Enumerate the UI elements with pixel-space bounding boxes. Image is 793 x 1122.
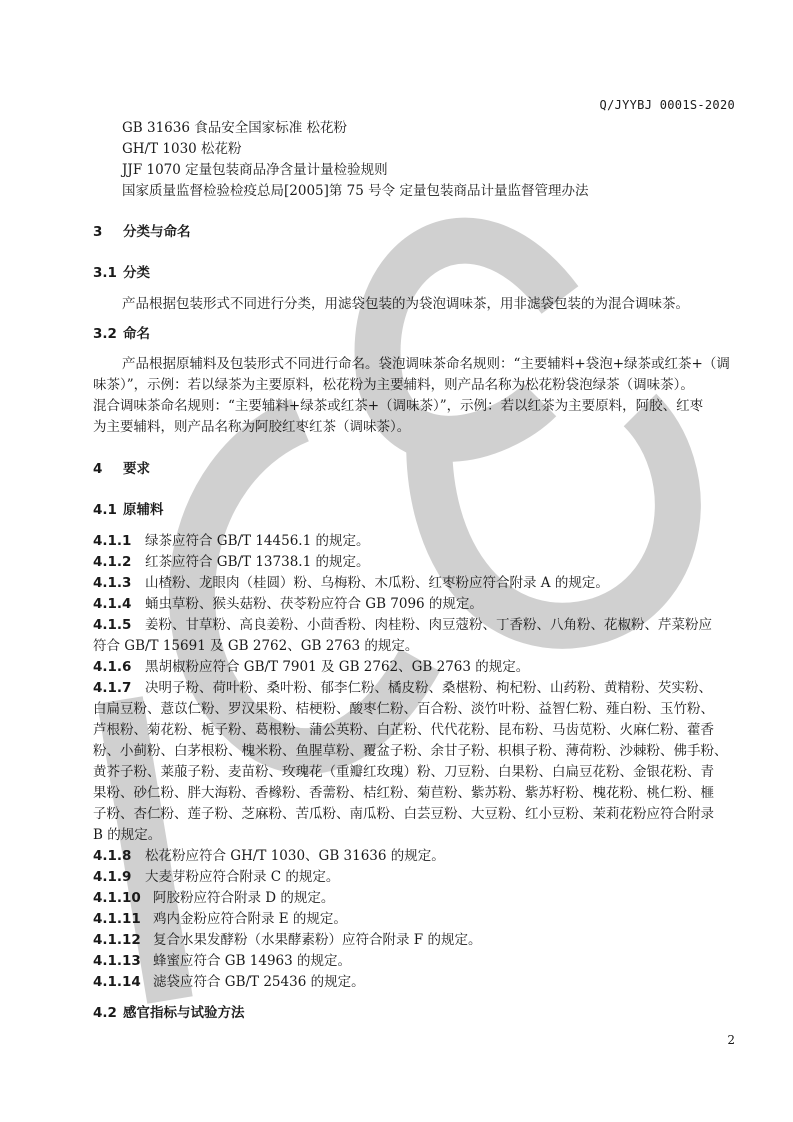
- list-item: [93, 531, 369, 551]
- item-text: 大麦芽粉应符合附录 C 的规定。: [145, 869, 340, 885]
- item-number: 4.1.1: [93, 533, 132, 549]
- reference-line: GH/T 1030 松花粉: [122, 141, 242, 157]
- item-number: 4.1.2: [93, 554, 132, 570]
- item-text: 蛹虫草粉、猴头菇粉、茯苓粉应符合 GB 7096 的规定。: [145, 596, 483, 612]
- list-item: [93, 972, 365, 992]
- item-text: 鸡内金粉应符合附录 E 的规定。: [153, 911, 347, 927]
- document-code: Q/JYYBJ 0001S-2020: [599, 98, 735, 112]
- list-item-continuation: 黄芥子粉、莱菔子粉、麦苗粉、玫瑰花（重瓣红玫瑰）粉、刀豆粉、白果粉、白扁豆花粉、金银花粉、青: [93, 764, 714, 780]
- reference-line: 国家质量监督检验检疫总局[2005]第 75 号令 定量包装商品计量监督管理办法: [122, 183, 589, 199]
- item-text: 复合水果发酵粉（水果酵素粉）应符合附录 F 的规定。: [153, 932, 482, 948]
- section-title: 分类与命名: [123, 224, 191, 240]
- item-text: 绿茶应符合 GB/T 14456.1 的规定。: [145, 533, 370, 549]
- item-text: 黑胡椒粉应符合 GB/T 7901 及 GB 2762、GB 2763 的规定。: [145, 659, 530, 675]
- section-title: 感官指标与试验方法: [123, 1005, 245, 1021]
- item-text: 蜂蜜应符合 GB 14963 的规定。: [153, 953, 352, 969]
- section-title: 要求: [123, 461, 150, 477]
- list-item: [93, 678, 712, 698]
- section-number: 4.1: [93, 502, 117, 518]
- list-item: [93, 846, 445, 866]
- section-title: 分类: [123, 265, 150, 281]
- section-heading-3-1: [93, 263, 150, 283]
- item-number: 4.1.5: [93, 617, 132, 633]
- section-number: 3: [93, 224, 103, 240]
- item-number: 4.1.10: [93, 890, 141, 906]
- list-item: [93, 552, 369, 572]
- section-title: 命名: [123, 326, 150, 342]
- list-item-continuation: 芦根粉、菊花粉、栀子粉、葛根粉、蒲公英粉、白芷粉、代代花粉、昆布粉、马齿苋粉、火麻仁粉、藿香: [93, 722, 714, 738]
- item-text: 阿胶粉应符合附录 D 的规定。: [153, 890, 335, 906]
- item-number: 4.1.8: [93, 848, 132, 864]
- list-item-continuation: 果粉、砂仁粉、胖大海粉、香橼粉、香薷粉、桔红粉、菊苣粉、紫苏粉、紫苏籽粉、槐花粉、桃仁粉、榧: [93, 785, 714, 801]
- item-text: 姜粉、甘草粉、高良姜粉、小茴香粉、肉桂粉、肉豆蔻粉、丁香粉、八角粉、花椒粉、芹菜粉应: [145, 617, 712, 633]
- reference-line: GB 31636 食品安全国家标准 松花粉: [122, 120, 348, 136]
- list-item: [93, 594, 483, 614]
- item-number: 4.1.13: [93, 953, 141, 969]
- list-item: [93, 951, 351, 971]
- item-text: 红茶应符合 GB/T 13738.1 的规定。: [145, 554, 370, 570]
- list-item: [93, 573, 609, 593]
- item-text: 滤袋应符合 GB/T 25436 的规定。: [153, 974, 365, 990]
- list-item: [93, 930, 481, 950]
- item-number: 4.1.14: [93, 974, 141, 990]
- section-heading-4-1: [93, 500, 164, 520]
- section-heading-4: [93, 459, 150, 479]
- section-number: 4: [93, 461, 103, 477]
- paragraph-line: 产品根据原辅料及包装形式不同进行命名。袋泡调味茶命名规则：“主要辅料+袋泡+绿茶或红茶+（调: [122, 356, 730, 372]
- list-item: [93, 888, 334, 908]
- section-heading-3: [93, 222, 191, 242]
- paragraph-line: 味茶）”，示例：若以绿茶为主要原料，松花粉为主要辅料，则产品名称为松花粉袋泡绿茶（调味茶）。: [93, 377, 694, 393]
- list-item: [93, 909, 347, 929]
- list-item: [93, 657, 529, 677]
- paragraph: 产品根据包装形式不同进行分类，用滤袋包装的为袋泡调味茶，用非滤袋包装的为混合调味茶。: [122, 296, 689, 312]
- list-item: [93, 615, 712, 635]
- item-number: 4.1.11: [93, 911, 141, 927]
- item-text: 松花粉应符合 GH/T 1030、GB 31636 的规定。: [145, 848, 445, 864]
- item-text: 山楂粉、龙眼肉（桂圆）粉、乌梅粉、木瓜粉、红枣粉应符合附录 A 的规定。: [145, 575, 609, 591]
- section-number: 3.1: [93, 265, 117, 281]
- list-item-continuation: 子粉、杏仁粉、莲子粉、芝麻粉、苦瓜粉、南瓜粉、白芸豆粉、大豆粉、红小豆粉、茉莉花粉应符合附录: [93, 806, 714, 822]
- list-item-continuation: B 的规定。: [93, 827, 162, 843]
- list-item-continuation: 粉、小蓟粉、白茅根粉、槐米粉、鱼腥草粉、覆盆子粉、余甘子粉、枳椇子粉、薄荷粉、沙棘粉、佛手粉、: [93, 743, 728, 759]
- section-title: 原辅料: [123, 502, 164, 518]
- section-number: 4.2: [93, 1005, 117, 1021]
- page-number: 2: [727, 1033, 735, 1047]
- item-text: 决明子粉、荷叶粉、桑叶粉、郁李仁粉、橘皮粉、桑椹粉、枸杞粉、山药粉、黄精粉、芡实粉、: [145, 680, 712, 696]
- item-number: 4.1.12: [93, 932, 141, 948]
- list-item-continuation: 符合 GB/T 15691 及 GB 2762、GB 2763 的规定。: [93, 638, 419, 654]
- item-number: 4.1.9: [93, 869, 132, 885]
- paragraph-line: 为主要辅料，则产品名称为阿胶红枣红茶（调味茶）。: [93, 419, 411, 435]
- section-heading-4-2: [93, 1003, 245, 1023]
- list-item: [93, 867, 339, 887]
- list-item-continuation: 白扁豆粉、薏苡仁粉、罗汉果粉、桔梗粉、酸枣仁粉、百合粉、淡竹叶粉、益智仁粉、薤白粉、玉竹粉、: [93, 701, 714, 717]
- paragraph-line: 混合调味茶命名规则：“主要辅料+绿茶或红茶+（调味茶）”，示例：若以红茶为主要原料，阿胶、红枣: [93, 398, 704, 414]
- section-heading-3-2: [93, 324, 150, 344]
- reference-line: JJF 1070 定量包装商品净含量计量检验规则: [122, 162, 388, 178]
- section-number: 3.2: [93, 326, 117, 342]
- item-number: 4.1.7: [93, 680, 132, 696]
- item-number: 4.1.6: [93, 659, 132, 675]
- item-number: 4.1.3: [93, 575, 132, 591]
- item-number: 4.1.4: [93, 596, 132, 612]
